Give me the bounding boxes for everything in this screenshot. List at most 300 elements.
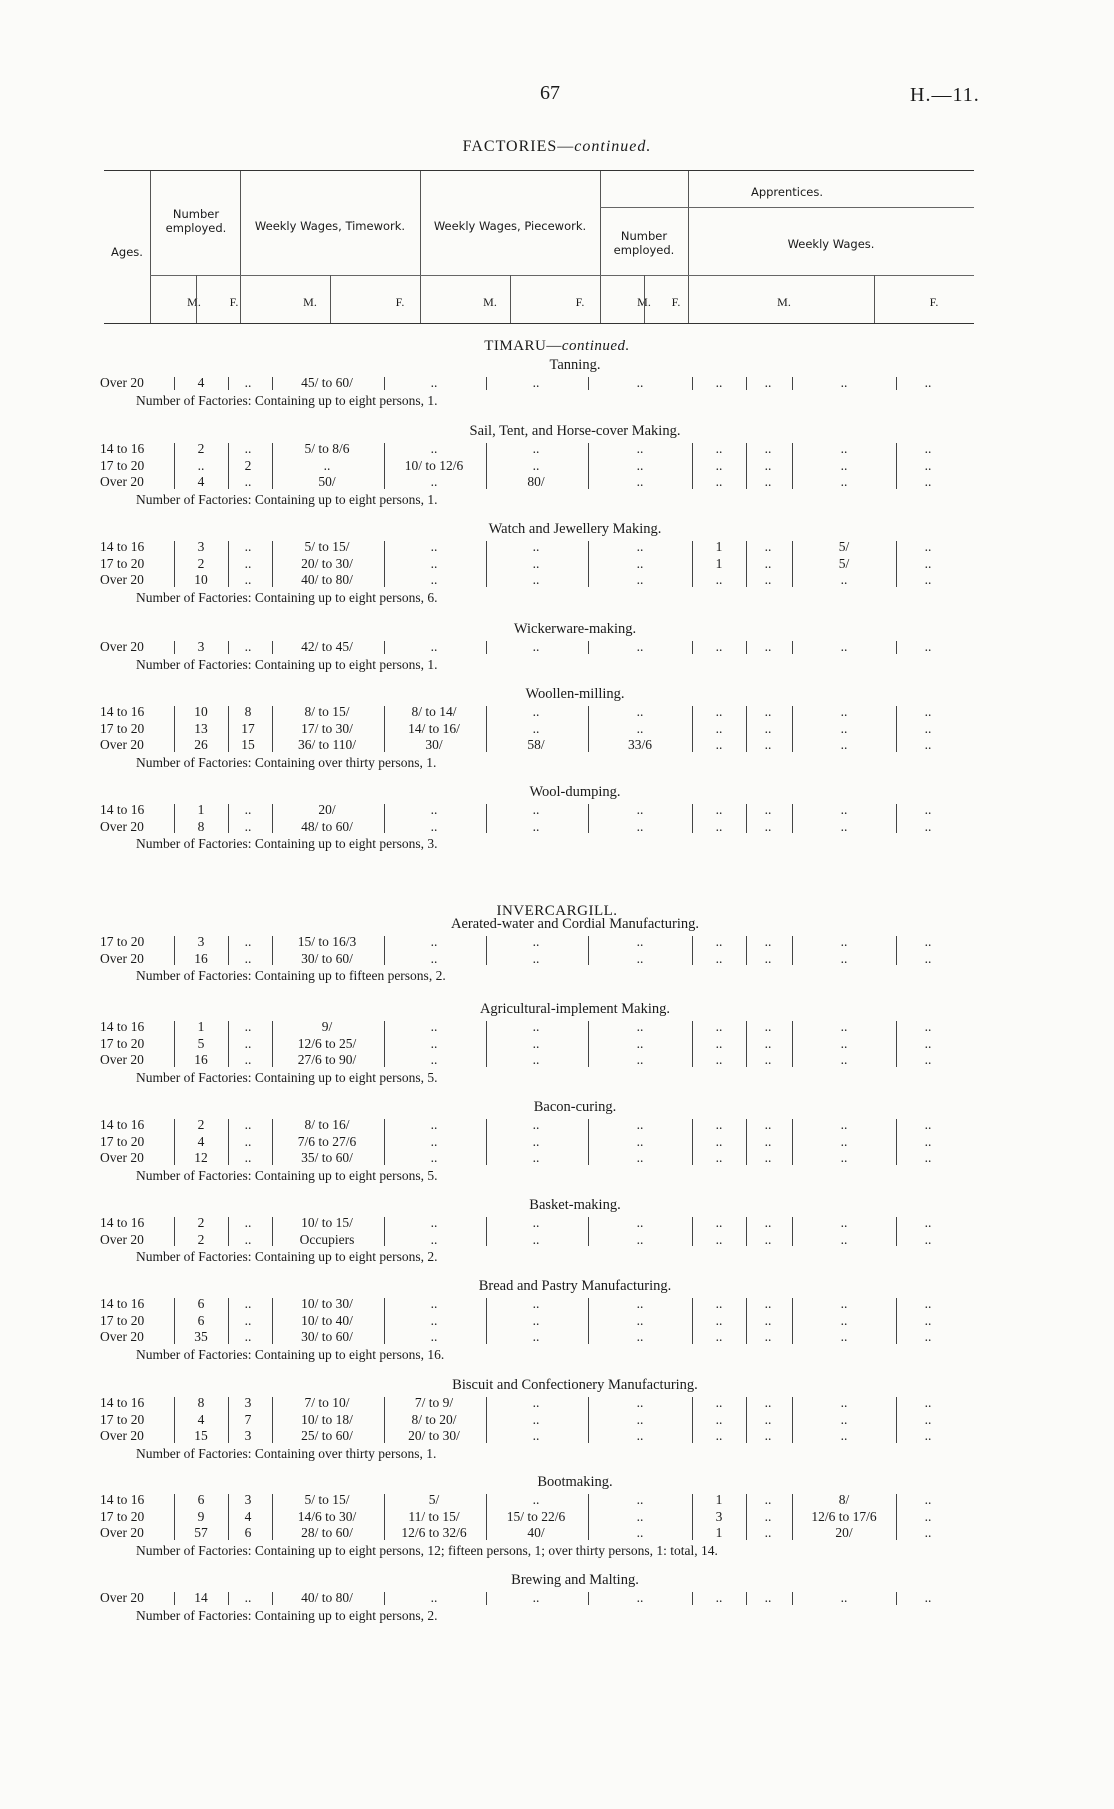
factory-count-note: Number of Factories: Containing up to fifteen persons, 2. bbox=[136, 968, 446, 983]
cell-female: 8 bbox=[244, 704, 252, 719]
factory-count-note: Number of Factories: Containing up to eight persons, 1. bbox=[136, 656, 438, 672]
cell-app-wage-female: .. bbox=[924, 1150, 932, 1165]
cell-piece-female: 33/6 bbox=[627, 737, 652, 752]
cell-piece-female: .. bbox=[636, 441, 644, 456]
table-row bbox=[100, 1492, 980, 1509]
cell-app-male: .. bbox=[715, 818, 723, 834]
cell-time-female: 8/ to 14/ bbox=[411, 704, 457, 719]
cell-age: 14 to 16 bbox=[100, 1215, 145, 1230]
cell-time-female: 11/ to 15/ bbox=[408, 1508, 460, 1524]
cell-app-wage-male: 20/ bbox=[835, 1525, 853, 1540]
cell-piece-female: .. bbox=[636, 375, 644, 390]
cell-app-male: .. bbox=[715, 1231, 723, 1247]
cell-male: 26 bbox=[194, 737, 208, 752]
cell-piece-male: .. bbox=[532, 1150, 540, 1165]
table-row bbox=[100, 375, 980, 392]
cell-piece-female: .. bbox=[636, 1492, 644, 1507]
table-row bbox=[100, 819, 980, 836]
cell-age: 17 to 20 bbox=[100, 1411, 145, 1427]
cell-app-wage-female: .. bbox=[924, 704, 932, 719]
cell-age: Over 20 bbox=[100, 1150, 144, 1165]
table-row bbox=[100, 556, 980, 573]
factory-section bbox=[100, 783, 980, 852]
cell-piece-female: .. bbox=[636, 802, 644, 817]
cell-app-wage-male: 12/6 to 17/6 bbox=[811, 1508, 877, 1524]
cell-app-male: .. bbox=[715, 1035, 723, 1051]
cell-piece-female: .. bbox=[636, 1019, 644, 1034]
cell-piece-male: .. bbox=[532, 1411, 540, 1427]
cell-male: 2 bbox=[197, 441, 205, 456]
cell-app-female: .. bbox=[764, 704, 772, 719]
cell-time-male: 40/ to 80/ bbox=[301, 1590, 353, 1605]
factory-section bbox=[100, 1376, 980, 1462]
cell-piece-male: .. bbox=[532, 818, 540, 834]
column-header bbox=[104, 170, 974, 324]
cell-male: 8 bbox=[197, 818, 205, 834]
factory-count-note: Number of Factories: Containing up to eight persons, 2. bbox=[136, 1249, 438, 1264]
cell-app-wage-male: .. bbox=[840, 1117, 848, 1132]
table-row bbox=[100, 1509, 980, 1526]
table-row bbox=[100, 1019, 980, 1036]
cell-app-male: .. bbox=[715, 1329, 723, 1344]
cell-app-wage-female: .. bbox=[924, 539, 932, 554]
cell-app-wage-female: .. bbox=[924, 1525, 932, 1540]
title-main: FACTORIES— bbox=[462, 138, 575, 155]
table-row bbox=[100, 639, 980, 656]
cell-female: .. bbox=[244, 1150, 252, 1165]
apprentices-wages-header: Weekly Wages. bbox=[787, 237, 875, 251]
cell-age: 17 to 20 bbox=[100, 457, 145, 473]
cell-piece-female: .. bbox=[636, 1428, 644, 1443]
cell-age: 17 to 20 bbox=[100, 1312, 145, 1328]
title-continued: continued. bbox=[574, 138, 652, 155]
cell-app-wage-female: .. bbox=[924, 1052, 932, 1067]
section-title: Sail, Tent, and Horse-cover Making. bbox=[469, 423, 681, 439]
cell-time-female: 20/ to 30/ bbox=[408, 1428, 460, 1443]
cell-app-female: .. bbox=[764, 950, 772, 966]
table-row bbox=[100, 1296, 980, 1313]
cell-piece-female: .. bbox=[636, 474, 644, 489]
cell-app-wage-male: .. bbox=[840, 1296, 848, 1311]
table-row bbox=[100, 539, 980, 556]
cell-app-female: .. bbox=[764, 375, 772, 390]
cell-app-male: 1 bbox=[715, 555, 723, 571]
table-row bbox=[100, 1150, 980, 1167]
cell-time-female: 5/ bbox=[428, 1492, 440, 1507]
cell-piece-female: .. bbox=[636, 1525, 644, 1540]
cell-male: 3 bbox=[197, 639, 205, 654]
factory-section bbox=[100, 685, 980, 771]
cell-age: 14 to 16 bbox=[100, 441, 145, 456]
cell-male: 6 bbox=[197, 1492, 205, 1507]
cell-male: 14 bbox=[194, 1590, 208, 1605]
cell-app-female: .. bbox=[764, 539, 772, 554]
section-title: Wool-dumping. bbox=[529, 784, 621, 800]
cell-age: 14 to 16 bbox=[100, 704, 145, 719]
cell-time-female: .. bbox=[430, 539, 438, 554]
f-subheader: F. bbox=[929, 295, 939, 309]
cell-time-female: 8/ to 20/ bbox=[411, 1411, 457, 1427]
cell-piece-female: .. bbox=[636, 1035, 644, 1051]
region-timaru bbox=[0, 338, 1114, 355]
m-subheader: M. bbox=[483, 295, 497, 309]
section-title: Bread and Pastry Manufacturing. bbox=[478, 1278, 672, 1294]
cell-female: 3 bbox=[244, 1395, 252, 1410]
cell-app-wage-female: .. bbox=[924, 441, 932, 456]
cell-time-female: .. bbox=[430, 950, 438, 966]
cell-app-male: .. bbox=[715, 474, 723, 489]
factory-section bbox=[100, 620, 980, 673]
cell-age: 14 to 16 bbox=[100, 1117, 145, 1132]
factory-section bbox=[100, 1277, 980, 1363]
cell-app-male: .. bbox=[715, 375, 723, 390]
cell-time-female: .. bbox=[430, 1231, 438, 1247]
cell-app-wage-male: .. bbox=[840, 737, 848, 752]
cell-app-wage-male: .. bbox=[840, 720, 848, 736]
factory-count-note: Number of Factories: Containing up to eight persons, 2. bbox=[136, 1607, 438, 1623]
table-row bbox=[100, 1232, 980, 1249]
cell-piece-male: 80/ bbox=[527, 474, 545, 489]
cell-age: 17 to 20 bbox=[100, 555, 145, 571]
cell-female: .. bbox=[244, 539, 252, 554]
cell-time-male: 45/ to 60/ bbox=[301, 375, 353, 390]
cell-app-male: 1 bbox=[715, 1492, 723, 1507]
cell-female: .. bbox=[244, 1133, 252, 1149]
cell-time-male: .. bbox=[323, 457, 331, 473]
cell-piece-male: .. bbox=[532, 1395, 540, 1410]
cell-app-wage-male: .. bbox=[840, 1411, 848, 1427]
cell-app-male: .. bbox=[715, 457, 723, 473]
table-row bbox=[100, 802, 980, 819]
cell-app-wage-male: .. bbox=[840, 474, 848, 489]
cell-app-male: .. bbox=[715, 572, 723, 587]
cell-age: 17 to 20 bbox=[100, 720, 145, 736]
cell-piece-male: .. bbox=[532, 1296, 540, 1311]
cell-piece-female: .. bbox=[636, 555, 644, 571]
cell-time-male: 14/6 to 30/ bbox=[297, 1508, 357, 1524]
cell-app-male: .. bbox=[715, 720, 723, 736]
cell-time-female: 7/ to 9/ bbox=[414, 1395, 454, 1410]
cell-time-male: 35/ to 60/ bbox=[301, 1150, 353, 1165]
cell-piece-female: .. bbox=[636, 572, 644, 587]
cell-time-female: .. bbox=[430, 934, 438, 949]
cell-time-male: 20/ to 30/ bbox=[301, 555, 353, 571]
cell-time-male: 10/ to 15/ bbox=[301, 1215, 353, 1230]
cell-age: 17 to 20 bbox=[100, 1133, 145, 1149]
cell-male: 3 bbox=[197, 539, 205, 554]
cell-age: Over 20 bbox=[100, 1428, 144, 1443]
cell-app-female: .. bbox=[764, 555, 772, 571]
cell-piece-male: .. bbox=[532, 1231, 540, 1247]
region-invercargill: INVERCARGILL. bbox=[496, 903, 618, 919]
cell-app-female: .. bbox=[764, 1231, 772, 1247]
cell-time-female: .. bbox=[430, 375, 438, 390]
cell-female: .. bbox=[244, 1035, 252, 1051]
cell-age: Over 20 bbox=[100, 1052, 144, 1067]
section-title: Woollen-milling. bbox=[525, 686, 625, 702]
cell-app-wage-male: 5/ bbox=[838, 539, 850, 554]
cell-time-female: 10/ to 12/6 bbox=[404, 457, 464, 473]
cell-piece-female: .. bbox=[636, 934, 644, 949]
factory-count-note: Number of Factories: Containing up to eight persons, 5. bbox=[136, 1167, 438, 1183]
table-row bbox=[100, 1590, 980, 1607]
cell-female: 6 bbox=[244, 1525, 252, 1540]
cell-time-male: 7/ to 10/ bbox=[304, 1395, 350, 1410]
cell-piece-male: .. bbox=[532, 1492, 540, 1507]
cell-female: .. bbox=[244, 1296, 252, 1311]
region-timaru-name: TIMARU— bbox=[484, 338, 562, 354]
cell-app-wage-male: .. bbox=[840, 934, 848, 949]
cell-app-male: .. bbox=[715, 1215, 723, 1230]
cell-piece-female: .. bbox=[636, 818, 644, 834]
cell-piece-male: .. bbox=[532, 950, 540, 966]
cell-piece-female: .. bbox=[636, 539, 644, 554]
cell-time-female: .. bbox=[430, 441, 438, 456]
cell-piece-male: .. bbox=[532, 704, 540, 719]
cell-app-male: .. bbox=[715, 1590, 723, 1605]
cell-app-female: .. bbox=[764, 1019, 772, 1034]
cell-piece-male: .. bbox=[532, 1215, 540, 1230]
cell-app-wage-female: .. bbox=[924, 950, 932, 966]
cell-female: .. bbox=[244, 572, 252, 587]
cell-female: .. bbox=[244, 474, 252, 489]
cell-time-female: .. bbox=[430, 572, 438, 587]
cell-app-wage-female: .. bbox=[924, 1312, 932, 1328]
cell-time-male: 40/ to 80/ bbox=[301, 572, 353, 587]
cell-age: Over 20 bbox=[100, 639, 144, 654]
cell-time-male: 10/ to 30/ bbox=[301, 1296, 353, 1311]
cell-app-wage-female: .. bbox=[924, 934, 932, 949]
table-row bbox=[100, 1428, 980, 1445]
cell-age: 17 to 20 bbox=[100, 934, 145, 949]
cell-male: .. bbox=[197, 457, 205, 473]
cell-app-wage-male: .. bbox=[840, 1035, 848, 1051]
region-timaru-continued: continued. bbox=[561, 338, 630, 354]
cell-female: .. bbox=[244, 1329, 252, 1344]
cell-time-male: 15/ to 16/3 bbox=[297, 934, 357, 949]
cell-piece-male: .. bbox=[532, 720, 540, 736]
cell-female: .. bbox=[244, 555, 252, 571]
cell-piece-male: .. bbox=[532, 1117, 540, 1132]
cell-age: Over 20 bbox=[100, 1231, 144, 1247]
cell-app-male: .. bbox=[715, 1117, 723, 1132]
cell-age: Over 20 bbox=[100, 737, 144, 752]
table-row bbox=[100, 1036, 980, 1053]
table-row bbox=[100, 721, 980, 738]
cell-app-wage-female: .. bbox=[924, 1215, 932, 1230]
cell-age: 14 to 16 bbox=[100, 1395, 145, 1410]
cell-app-wage-female: .. bbox=[924, 1035, 932, 1051]
cell-time-female: .. bbox=[430, 639, 438, 654]
cell-time-male: 10/ to 40/ bbox=[301, 1312, 353, 1328]
cell-piece-female: .. bbox=[636, 1395, 644, 1410]
cell-app-wage-female: .. bbox=[924, 1117, 932, 1132]
cell-piece-female: .. bbox=[636, 639, 644, 654]
cell-time-female: .. bbox=[430, 1019, 438, 1034]
m-subheader: M. bbox=[187, 295, 201, 309]
cell-time-female: .. bbox=[430, 1133, 438, 1149]
cell-piece-male: .. bbox=[532, 1428, 540, 1443]
cell-app-female: .. bbox=[764, 1411, 772, 1427]
cell-female: .. bbox=[244, 1231, 252, 1247]
table-row bbox=[100, 441, 980, 458]
cell-piece-male: .. bbox=[532, 934, 540, 949]
cell-female: .. bbox=[244, 950, 252, 966]
weekly-wages-timework-header: Weekly Wages, Timework. bbox=[254, 219, 406, 233]
cell-app-wage-male: .. bbox=[840, 639, 848, 654]
cell-piece-male: .. bbox=[532, 1052, 540, 1067]
cell-time-female: 30/ bbox=[425, 737, 443, 752]
cell-piece-female: .. bbox=[636, 720, 644, 736]
cell-piece-male: .. bbox=[532, 1133, 540, 1149]
cell-time-female: .. bbox=[430, 1052, 438, 1067]
cell-time-female: .. bbox=[430, 555, 438, 571]
cell-app-female: .. bbox=[764, 639, 772, 654]
table-row bbox=[100, 1313, 980, 1330]
cell-app-female: .. bbox=[764, 1329, 772, 1344]
cell-app-wage-male: .. bbox=[840, 1052, 848, 1067]
table-row bbox=[100, 1052, 980, 1069]
f-subheader: F. bbox=[229, 295, 239, 309]
f-subheader: F. bbox=[575, 295, 585, 309]
cell-piece-female: .. bbox=[636, 704, 644, 719]
factory-section bbox=[100, 356, 980, 409]
cell-piece-female: .. bbox=[636, 1052, 644, 1067]
cell-app-female: .. bbox=[764, 1035, 772, 1051]
cell-app-female: .. bbox=[764, 1117, 772, 1132]
cell-piece-female: .. bbox=[636, 1296, 644, 1311]
cell-app-wage-female: .. bbox=[924, 802, 932, 817]
cell-app-male: .. bbox=[715, 934, 723, 949]
cell-app-male: .. bbox=[715, 950, 723, 966]
cell-app-wage-male: .. bbox=[840, 818, 848, 834]
cell-app-male: .. bbox=[715, 802, 723, 817]
factory-count-note: Number of Factories: Containing up to eight persons, 1. bbox=[136, 491, 438, 507]
cell-app-wage-female: .. bbox=[924, 474, 932, 489]
cell-app-male: .. bbox=[715, 737, 723, 752]
cell-app-wage-female: .. bbox=[924, 1492, 932, 1507]
cell-piece-female: .. bbox=[636, 1312, 644, 1328]
cell-piece-female: .. bbox=[636, 1117, 644, 1132]
cell-time-female: .. bbox=[430, 1150, 438, 1165]
table-row bbox=[100, 1412, 980, 1429]
table-row bbox=[100, 1329, 980, 1346]
table-row bbox=[100, 951, 980, 968]
cell-male: 4 bbox=[197, 474, 205, 489]
cell-time-male: Occupiers bbox=[299, 1231, 355, 1247]
factory-count-note: Number of Factories: Containing up to eight persons, 6. bbox=[136, 589, 438, 605]
cell-app-female: .. bbox=[764, 1150, 772, 1165]
cell-app-female: .. bbox=[764, 802, 772, 817]
cell-age: 17 to 20 bbox=[100, 1035, 145, 1051]
cell-app-male: 1 bbox=[715, 1525, 723, 1540]
cell-app-female: .. bbox=[764, 737, 772, 752]
cell-piece-female: .. bbox=[636, 1215, 644, 1230]
cell-piece-female: .. bbox=[636, 1590, 644, 1605]
cell-time-female: 12/6 to 32/6 bbox=[401, 1525, 467, 1540]
cell-app-wage-male: .. bbox=[840, 572, 848, 587]
cell-male: 10 bbox=[194, 572, 208, 587]
cell-time-female: .. bbox=[430, 818, 438, 834]
cell-app-wage-male: .. bbox=[840, 1329, 848, 1344]
cell-app-male: .. bbox=[715, 1052, 723, 1067]
cell-time-female: 14/ to 16/ bbox=[408, 720, 460, 736]
cell-piece-female: .. bbox=[636, 1150, 644, 1165]
table-row bbox=[100, 458, 980, 475]
cell-piece-male: .. bbox=[532, 457, 540, 473]
cell-female: .. bbox=[244, 802, 252, 817]
cell-time-male: 5/ to 15/ bbox=[304, 1492, 350, 1507]
cell-time-female: .. bbox=[430, 474, 438, 489]
table-row bbox=[100, 1215, 980, 1232]
cell-app-wage-male: .. bbox=[840, 375, 848, 390]
cell-piece-male: .. bbox=[532, 539, 540, 554]
cell-app-wage-male: .. bbox=[840, 1312, 848, 1328]
cell-app-male: .. bbox=[715, 1019, 723, 1034]
cell-male: 8 bbox=[197, 1395, 205, 1410]
cell-time-female: .. bbox=[430, 802, 438, 817]
number-employed-header: Number employed. bbox=[165, 207, 227, 235]
cell-app-female: .. bbox=[764, 1052, 772, 1067]
m-subheader: M. bbox=[777, 295, 791, 309]
page-title bbox=[0, 138, 1114, 156]
cell-male: 16 bbox=[194, 1052, 208, 1067]
cell-time-female: .. bbox=[430, 1590, 438, 1605]
cell-app-male: .. bbox=[715, 1296, 723, 1311]
cell-app-male: .. bbox=[715, 1312, 723, 1328]
cell-age: 14 to 16 bbox=[100, 1019, 145, 1034]
cell-male: 2 bbox=[197, 1231, 205, 1247]
cell-male: 5 bbox=[197, 1035, 205, 1051]
cell-female: 17 bbox=[241, 720, 255, 736]
cell-male: 10 bbox=[194, 704, 208, 719]
cell-time-female: .. bbox=[430, 1035, 438, 1051]
cell-app-female: .. bbox=[764, 1492, 772, 1507]
apprentices-header: Apprentices. bbox=[750, 185, 824, 199]
cell-app-wage-female: .. bbox=[924, 572, 932, 587]
table-row bbox=[100, 572, 980, 589]
cell-app-wage-female: .. bbox=[924, 1395, 932, 1410]
cell-age: 17 to 20 bbox=[100, 1508, 145, 1524]
cell-female: 3 bbox=[244, 1492, 252, 1507]
cell-time-male: 30/ to 60/ bbox=[301, 950, 353, 966]
cell-time-male: 50/ bbox=[318, 474, 336, 489]
section-title: Agricultural-implement Making. bbox=[479, 1001, 671, 1017]
factory-section bbox=[100, 1000, 980, 1086]
cell-piece-female: .. bbox=[636, 1231, 644, 1247]
document-reference: H.—11. bbox=[910, 84, 980, 106]
cell-piece-male: .. bbox=[532, 1329, 540, 1344]
cell-app-male: .. bbox=[715, 441, 723, 456]
cell-app-wage-male: 5/ bbox=[838, 555, 850, 571]
factory-count-note: Number of Factories: Containing over thirty persons, 1. bbox=[136, 754, 437, 770]
cell-male: 4 bbox=[197, 1133, 205, 1149]
cell-age: 14 to 16 bbox=[100, 539, 145, 554]
section-title: Basket-making. bbox=[529, 1197, 621, 1213]
cell-app-female: .. bbox=[764, 1525, 772, 1540]
cell-piece-male: .. bbox=[532, 1019, 540, 1034]
cell-male: 13 bbox=[194, 720, 208, 736]
cell-app-female: .. bbox=[764, 1590, 772, 1605]
cell-piece-male: .. bbox=[532, 1590, 540, 1605]
cell-female: .. bbox=[244, 1117, 252, 1132]
cell-time-male: 28/ to 60/ bbox=[301, 1525, 353, 1540]
cell-time-male: 25/ to 60/ bbox=[301, 1428, 353, 1443]
cell-app-female: .. bbox=[764, 1215, 772, 1230]
cell-app-wage-female: .. bbox=[924, 1231, 932, 1247]
cell-app-wage-female: .. bbox=[924, 375, 932, 390]
cell-female: 4 bbox=[244, 1508, 252, 1524]
